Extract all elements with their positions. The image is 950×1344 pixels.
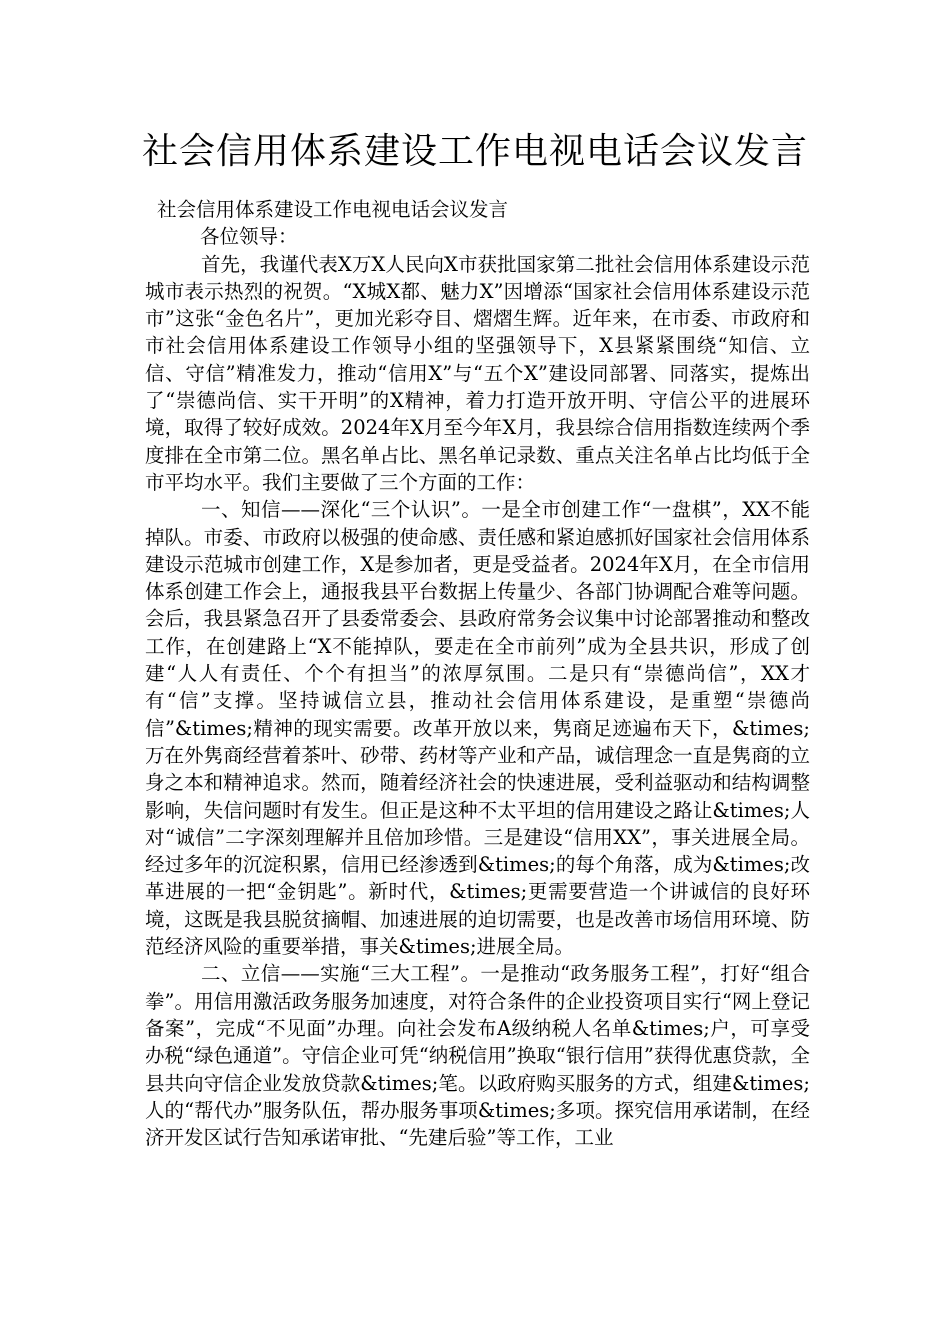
paragraph-section-two: 二、立信——实施“三大工程”。一是推动“政务服务工程”，打好“组合拳”。用信用激活政务服务加速度，对符合条件的企业投资项目实行“网上登记备案”，完成“不见面”办理。向社会发布A级纳税人名单&times;户，可享受办税“绿色通道”。守信企业可凭“纳税信用”换取“银行信用”获得优惠贷款，全县共向守信企业发放贷款&times;笔。以政府购买服务的方式，组建&times;人的“帮代办”服务队伍，帮办服务事项&times;多项。探究信用承诺制，在经济开发区试行告知承诺审批、“先建后验”等工作，工业 [145, 962, 810, 1150]
document-body [145, 196, 810, 1151]
paragraph-intro: 首先，我谨代表X万X人民向X市获批国家第二批社会信用体系建设示范城市表示热烈的祝贺。“X城X都、魅力X”因增添“国家社会信用体系建设示范市”这张“金色名片”，更加光彩夺目、熠熠生辉。近年来，在市委、市政府和市社会信用体系建设工作领导小组的坚强领导下，X县紧紧围绕“知信、立信、守信”精准发力，推动“信用X”与“五个X”建设同部署、同落实，提炼出了“崇德尚信、实干开明”的X精神，着力打造开放开明、守信公平的进展环境，取得了较好成效。2024年X月至今年X月，我县综合信用指数连续两个季度排在全市第二位。黑名单占比、黑名单记录数、重点关注名单占比均低于全市平均水平。我们主要做了三个方面的工作： [145, 252, 810, 494]
document-title: 社会信用体系建设工作电视电话会议发言 [141, 131, 808, 172]
document-subtitle: 社会信用体系建设工作电视电话会议发言 [157, 198, 509, 221]
paragraph-section-one: 一、知信——深化“三个认识”。一是全市创建工作“一盘棋”，XX不能掉队。市委、市政府以极强的使命感、责任感和紧迫感抓好国家社会信用体系建设示范城市创建工作，X是参加者，更是受益者。2024年X月，在全市信用体系创建工作会上，通报我县平台数据上传量少、各部门协调配合难等问题。会后，我县紧急召开了县委常委会、县政府常务会议集中讨论部署推动和整改工作，在创建路上“X不能掉队，要走在全市前列”成为全县共识，形成了创建“人人有责任、个个有担当”的浓厚氛围。二是只有“崇德尚信”，XX才有“信”支撑。坚持诚信立县，推动社会信用体系建设，是重塑“崇德尚信”&times;精神的现实需要。改革开放以来，隽商足迹遍布天下，&times;万在外隽商经营着茶叶、砂带、药材等产业和产品，诚信理念一直是隽商的立身之本和精神追求。然而，随着经济社会的快速进展，受利益驱动和结构调整影响，失信问题时有发生。但正是这种不太平坦的信用建设之路让&times;人对“诚信”二字深刻理解并且倍加珍惜。三是建设“信用XX”，事关进展全局。经过多年的沉淀积累，信用已经渗透到&times;的每个角落，成为&times;改革进展的一把“金钥匙”。新时代，&times;更需要营造一个讲诚信的良好环境，这既是我县脱贫摘帽、加速进展的迫切需要，也是改善市场信用环境、防范经济风险的重要举措，事关&times;进展全局。 [145, 498, 810, 959]
greeting: 各位领导： [200, 225, 298, 249]
